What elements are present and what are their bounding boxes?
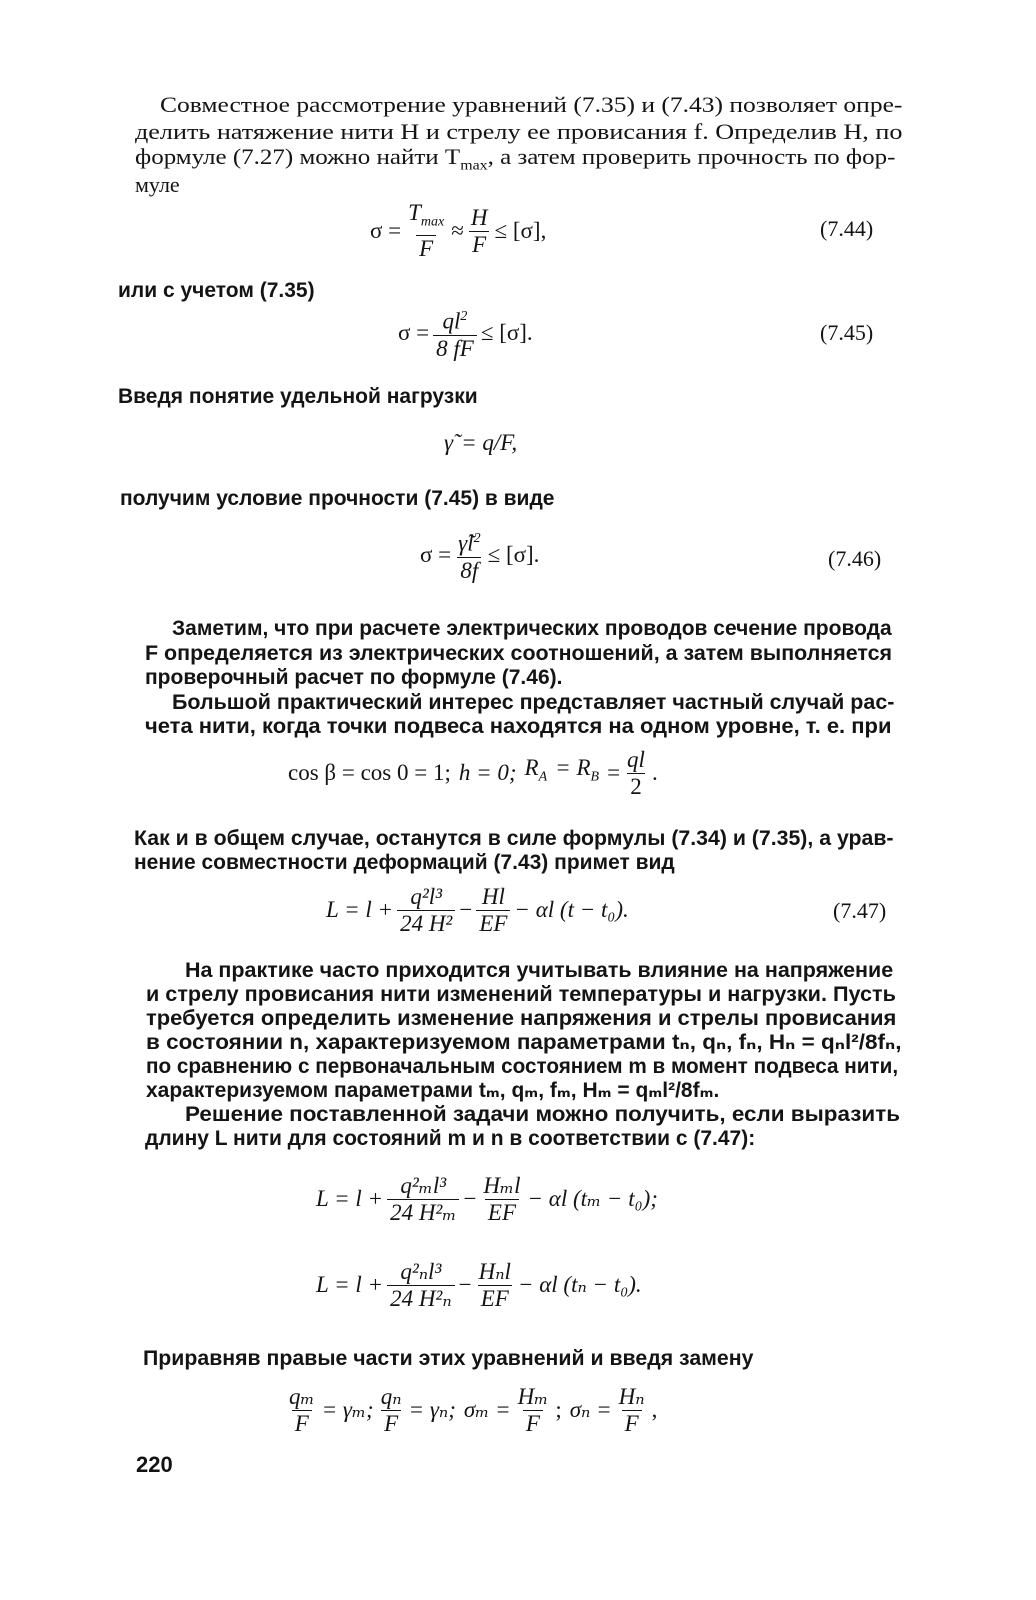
eq-sub-den3: F [523,1410,543,1436]
paragraph-5-line-2: и стрелу провисания нити изменений температуры и нагрузки. Пусть [146,983,896,1006]
eq-m-num1: q²ₘl³ [400,1172,447,1198]
paragraph-3-line-2: чета нити, когда точки подвеса находятся на одном уровне, т. е. при [145,715,892,738]
eq-7-47-den2: EF [476,910,510,936]
text-strength-condition: получим условие прочности (7.45) в виде [120,487,555,510]
paragraph-5-line-6: характеризуемом параметрами tₘ, qₘ, fₘ, Hₘ = qₘl²/8fₘ. [146,1079,720,1102]
eq-n-lhs: L = l + [316,1272,384,1297]
eq-7-44-lhs: σ = [370,218,402,243]
eq-7-47-fraction-2 [476,885,510,936]
eq-7-44-fraction-1 [405,201,447,262]
paragraph-1-line-1: Совместное рассмотрение уравнений (7.35) и (7.43) позволяет опре- [160,92,903,117]
eq-cos-num: ql [627,746,645,772]
equation-7-46 [420,526,539,584]
eq-cos-rb: = R [555,755,591,781]
paragraph-2-line-2: F определяется из электрических соотношений, а затем выполняется [145,642,893,665]
eq-7-47-num2: Hl [481,883,505,909]
equation-state-n [316,1252,642,1318]
eq-cos-part-1: cos β = cos 0 = 1; [288,760,451,785]
eq-7-44-den2: F [469,231,489,257]
eq-7-44-num1-sub: max [420,214,445,230]
text-or-with-account: или с учетом (7.35) [118,279,315,302]
eq-m-fraction-2 [480,1174,523,1225]
paragraph-1-line-4: муле [135,172,180,197]
paragraph-5-line-5: по сравнению с первоначальным состоянием m в момент подвеса нити, [146,1055,899,1078]
eq-7-45-lhs: σ = [398,320,430,345]
eq-7-45-num: ql [442,308,461,334]
eq-sub-den1: F [292,1410,312,1436]
eq-7-44-num2: H [470,204,488,230]
eq-7-46-den: 8f [457,557,481,583]
eq-sub-den4: F [622,1410,642,1436]
eq-7-44-approx: ≈ [451,218,464,243]
eq-m-num2: Hₘl [483,1172,521,1198]
eq-7-44-fraction-2 [468,206,491,257]
equation-number-7-47: (7.47) [833,898,887,923]
eq-7-46-num-sup: 2 [473,531,481,547]
equation-specific-load [444,430,517,456]
eq-cos-rb-sub: B [590,769,600,785]
equation-cos-beta [288,744,658,802]
eq-7-46-rhs: ≤ [σ]. [487,542,540,567]
eq-7-44-rhs: ≤ [σ], [494,218,547,243]
eq-sub-fraction-2 [378,1385,405,1436]
eq-7-47-den1: 24 H² [397,910,455,936]
eq-n-den2: EF [478,1285,512,1311]
eq-gamma-lhs: γ̃ [444,430,454,455]
eq-m-lhs: L = l + [316,1186,384,1211]
eq-sub-den2: F [381,1410,401,1436]
text-specific-load: Введя понятие удельной нагрузки [118,385,478,408]
eq-7-46-fraction [455,527,483,583]
eq-n-num2: Hₙl [478,1258,511,1284]
eq-7-46-num: γ̃l [458,530,474,556]
eq-n-fraction-1 [387,1260,455,1311]
paragraph-6-line-2: длину L нити для состояний m и n в соответствии с (7.47): [145,1127,756,1150]
eq-m-den1: 24 H²ₘ [387,1199,459,1225]
eq-n-rest: − αl (tₙ − t₀). [517,1272,642,1297]
paragraph-6-line-1: Решение поставленной задачи можно получить, если выразить [185,1103,900,1126]
page-number: 220 [136,1452,173,1477]
paragraph-2-line-1: Заметим, что при расчете электрических проводов сечение провода [172,617,892,640]
eq-7-46-lhs: σ = [420,542,452,567]
eq-cos-part-2: h = 0; [458,760,517,785]
paragraph-1-line-3 [135,144,895,179]
eq-cos-ra-sub: A [538,769,548,785]
equation-substitution [282,1382,657,1438]
paragraph-1-line-3-sub: max [460,158,488,174]
eq-cos-ra: R [524,755,539,781]
paragraph-4-line-1: Как и в общем случае, останутся в силе формулы (7.34) и (7.35), а урав- [134,827,894,850]
eq-7-45-fraction [433,305,477,361]
equation-7-44 [370,200,546,262]
eq-sub-num3: Hₘ [517,1383,549,1409]
paragraph-5-line-3: требуется определить изменение напряжения и стрелы провисания [146,1007,897,1030]
eq-sub-fraction-1 [286,1385,318,1436]
paragraph-5-line-1: На практике часто приходится учитывать влияние на напряжение [185,959,894,982]
eq-7-47-minus: − [459,897,473,922]
equation-7-45 [398,305,533,361]
equation-number-7-45: (7.45) [820,320,874,345]
equation-number-7-46: (7.46) [828,546,882,571]
eq-7-45-den: 8 fF [433,335,477,361]
eq-sub-num1: qₘ [289,1383,315,1409]
eq-n-den1: 24 H²ₙ [387,1285,455,1311]
eq-cos-end: . [651,760,658,785]
equation-7-47 [326,880,629,940]
eq-sub-num4: Hₙ [618,1383,645,1409]
eq-cos-den: 2 [627,773,645,799]
eq-sub-r1: = γₘ; [321,1397,374,1422]
eq-7-44-den1: F [416,235,436,261]
eq-n-minus: − [458,1272,472,1297]
paragraph-4-line-2: нение совместности деформаций (7.43) примет вид [134,851,675,874]
paragraph-1-line-2: делить натяжение нити H и стрелу ее провисания f. Определив H, по [135,119,903,144]
paragraph-5-line-4: в состоянии n, характеризуемом параметрами tₙ, qₙ, fₙ, Hₙ = qₙl²/8fₙ, [146,1031,902,1054]
paragraph-1-line-3-before: формуле (7.27) можно найти T [135,144,461,169]
eq-n-num1: q²ₙl³ [400,1258,442,1284]
eq-m-den2: EF [485,1199,519,1225]
paragraph-1-line-3-after: , а затем проверить прочность по фор- [487,144,896,169]
eq-7-45-num-sup: 2 [460,309,468,325]
eq-sub-fraction-3 [515,1385,552,1436]
eq-7-47-num1: q²l³ [410,883,443,909]
eq-sub-r3: ; [555,1397,562,1422]
eq-sub-num2: qₙ [380,1383,402,1409]
paragraph-3-line-1: Большой практический интерес представляет частный случай рас- [172,691,895,714]
eq-sub-l3: σₘ = [463,1397,511,1422]
equation-state-m [316,1166,658,1232]
eq-sub-r2: = γₙ; [408,1397,456,1422]
eq-7-47-lhs: L = l + [326,897,394,922]
eq-cos-eq: = [607,760,621,785]
eq-n-fraction-2 [476,1260,514,1311]
eq-m-fraction-1 [387,1174,459,1225]
eq-sub-fraction-4 [616,1385,648,1436]
eq-7-44-num1: T [408,199,421,225]
eq-7-47-fraction-1 [397,885,455,936]
eq-cos-fraction [624,748,648,799]
eq-gamma-rhs: = q/F, [461,430,518,455]
equation-number-7-44: (7.44) [820,216,874,241]
eq-7-45-rhs: ≤ [σ]. [480,320,533,345]
eq-sub-r4: , [651,1397,658,1422]
eq-m-rest: − αl (tₘ − t₀); [527,1186,658,1211]
text-equate: Приравняв правые части этих уравнений и введя замену [143,1347,754,1370]
eq-sub-l4: σₙ = [569,1397,612,1422]
eq-7-47-rest: − αl (t − t₀). [514,897,629,922]
eq-m-minus: − [463,1186,477,1211]
paragraph-2-line-3: проверочный расчет по формуле (7.46). [145,666,563,689]
